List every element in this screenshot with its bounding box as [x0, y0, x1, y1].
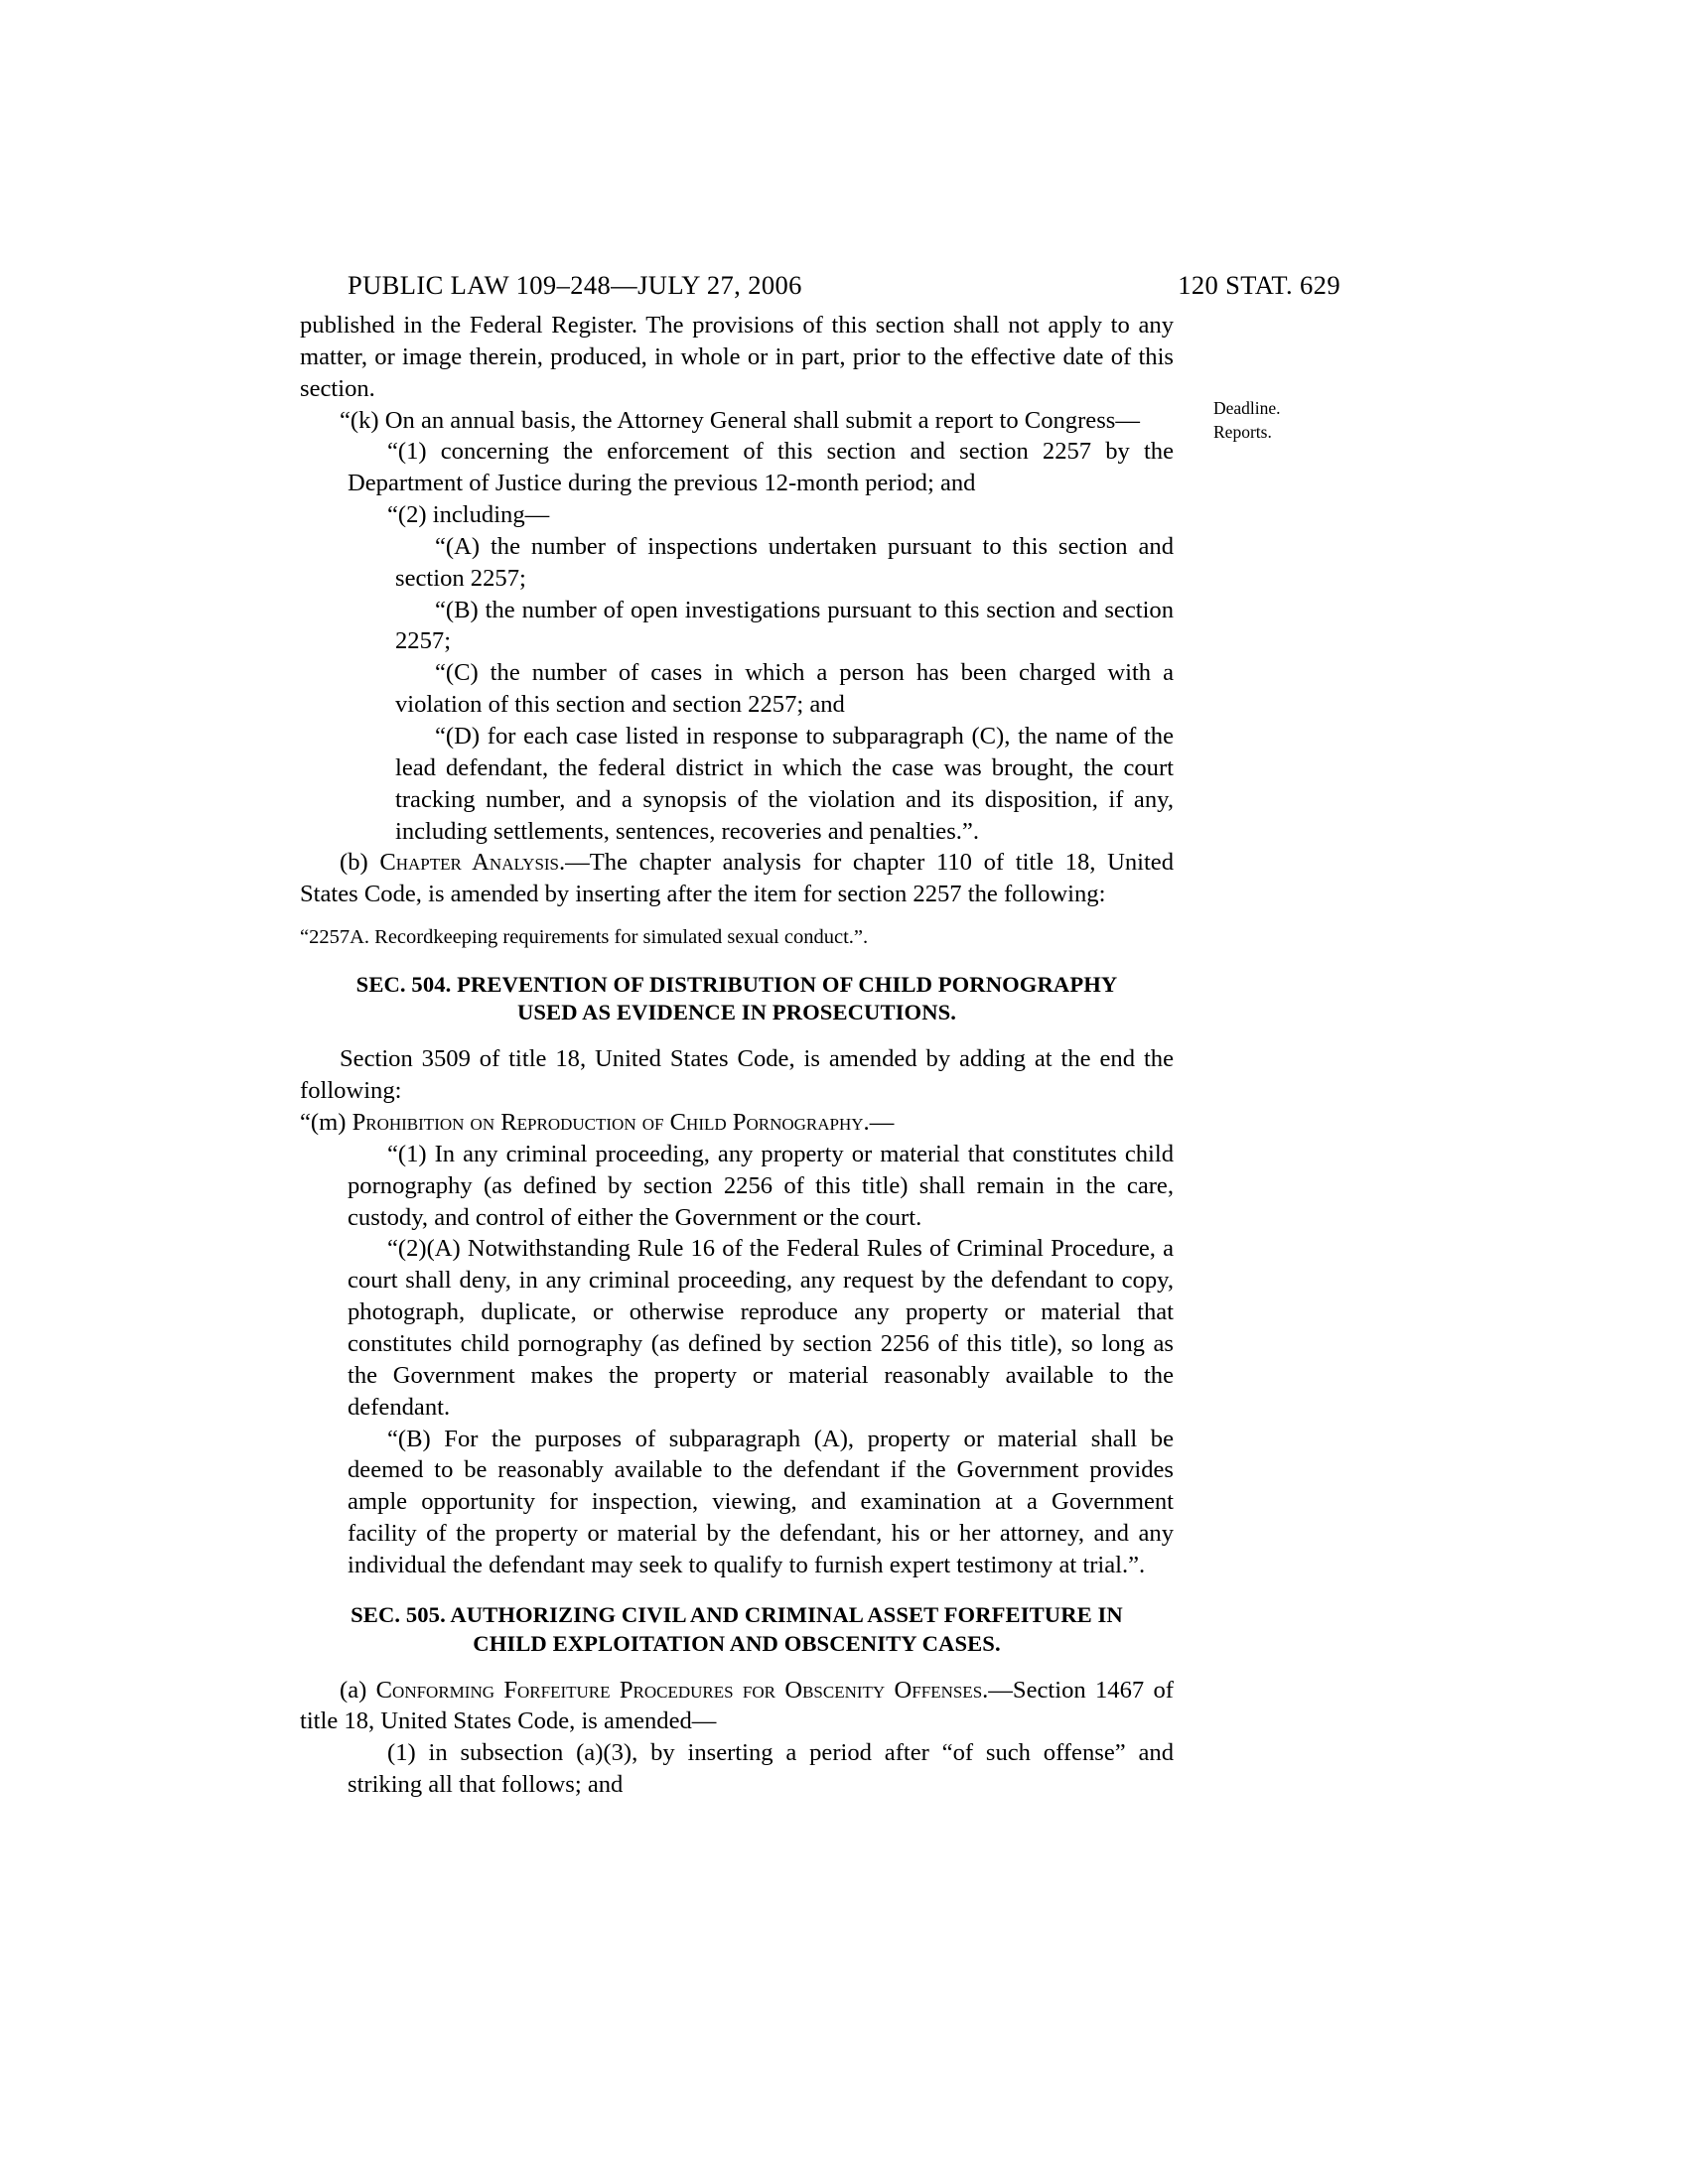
header-stat-citation: 120 STAT. 629: [1178, 270, 1340, 300]
section-504-heading: [300, 971, 1174, 1028]
subparagraph-d: “(D) for each case listed in response to subparagraph (C), the name of the lead defendant, the federal district in which the case was brought, the court tracking number, and a synopsis of the violation and its disposition, if any, including settlements, sentences, recoveries and penalties.”.: [395, 722, 1174, 845]
paragraph-b-label: (b): [340, 849, 380, 877]
sidenote-deadline-reports: [1213, 397, 1281, 444]
sidenote-line-1: Deadline.: [1213, 398, 1281, 418]
block-subparagraph-c: [300, 657, 1174, 721]
section-505-heading-line-1: SEC. 505. AUTHORIZING CIVIL AND CRIMINAL ASSET FORFEITURE IN: [351, 1601, 1123, 1627]
block-m-paragraph-1: [300, 1139, 1174, 1234]
subsection-a-heading: Conforming Forfeiture Procedures for Obscenity Offenses: [375, 1676, 983, 1704]
paragraph-2: “(2) including—: [387, 501, 550, 529]
subsection-a-text: .—Section 1467 of title 18, United States Code, is amended—: [300, 1676, 1175, 1735]
paragraph-b-chapter-analysis: [300, 847, 1174, 910]
m-paragraph-1: “(1) In any criminal proceeding, any property or material that constitutes child pornography (as defined by section 2256 of this title) shall remain in the care, custody, and control of either the Government or the court.: [348, 1140, 1174, 1231]
block-subparagraph-a: [300, 531, 1174, 595]
inserted-item-2257a: “2257A. Recordkeeping requirements for simulated sexual conduct.”.: [300, 926, 869, 949]
subparagraph-b: “(B) the number of open investigations pursuant to this section and section 2257;: [395, 596, 1174, 655]
block-subparagraph-b: [300, 595, 1174, 658]
paragraph-continuation: published in the Federal Register. The provisions of this section shall not apply to any matter, or image therein, produced, in whole or in part, prior to the effective date of this section.: [300, 312, 1174, 402]
m-paragraph-2a: “(2)(A) Notwithstanding Rule 16 of the Federal Rules of Criminal Procedure, a court shall deny, in any criminal proceeding, any request by the defendant to copy, photograph, duplicate, or otherwise reproduce any property or material that constitutes child pornography (as defined by section 2256 of this title), so long as the Government makes the property or material reasonably available to the defendant.: [348, 1235, 1174, 1421]
paragraph-1: “(1) concerning the enforcement of this section and section 2257 by the Department of Justice during the previous 12-month period; and: [348, 438, 1174, 497]
paragraph-m-dash: .—: [863, 1109, 895, 1137]
section-505-paragraph-1: (1) in subsection (a)(3), by inserting a period after “of such offense” and striking all that follows; and: [348, 1739, 1174, 1799]
sidenote-line-2: Reports.: [1213, 421, 1272, 442]
section-505-heading: [300, 1601, 1174, 1659]
block-paragraph-1: [300, 436, 1174, 499]
paragraph-m-heading: Prohibition on Reproduction of Child Pornography: [352, 1109, 864, 1137]
paragraph-k: “(k) On an annual basis, the Attorney General shall submit a report to Congress—: [340, 406, 1140, 434]
section-505-subsection-a: [300, 1675, 1174, 1738]
subparagraph-a: “(A) the number of inspections undertaken pursuant to this section and section 2257;: [395, 532, 1174, 592]
page-header: [0, 246, 1688, 300]
subsection-a-label: (a): [340, 1676, 376, 1704]
block-paragraph-2: [300, 499, 1174, 531]
document-body: [300, 310, 1174, 1801]
block-m-paragraph-2a: [300, 1233, 1174, 1423]
block-505-paragraph-1: [300, 1737, 1174, 1801]
section-505-heading-line-2: CHILD EXPLOITATION AND OBSCENITY CASES.: [473, 1630, 1001, 1656]
section-504-heading-line-2: USED AS EVIDENCE IN PROSECUTIONS.: [516, 1000, 957, 1025]
paragraph-m-label: “(m): [300, 1109, 352, 1137]
m-paragraph-2b: “(B) For the purposes of subparagraph (A), property or material shall be deemed to be reasonably available to the defendant if the Government provides ample opportunity for inspection, viewing, and examination at a Government facility of the property or material by the defendant, his or her attorney, and any individual the defendant may seek to qualify to furnish expert testimony at trial.”.: [348, 1425, 1174, 1578]
block-m-paragraph-2b: [300, 1424, 1174, 1581]
header-law-citation: PUBLIC LAW 109–248—JULY 27, 2006: [348, 270, 802, 300]
section-504-heading-line-1: SEC. 504. PREVENTION OF DISTRIBUTION OF CHILD PORNOGRAPHY: [355, 971, 1118, 997]
section-504-intro: Section 3509 of title 18, United States Code, is amended by adding at the end the following:: [300, 1045, 1174, 1105]
subparagraph-c: “(C) the number of cases in which a person has been charged with a violation of this section and section 2257; and: [395, 659, 1174, 719]
paragraph-m-heading-line: [300, 1107, 1174, 1139]
paragraph-b-text: .—The chapter analysis for chapter 110 of title 18, United States Code, is amended by inserting after the item for section 2257 the following:: [300, 849, 1174, 908]
block-subparagraph-d: [300, 721, 1174, 847]
paragraph-b-heading: Chapter Analysis: [379, 849, 560, 877]
